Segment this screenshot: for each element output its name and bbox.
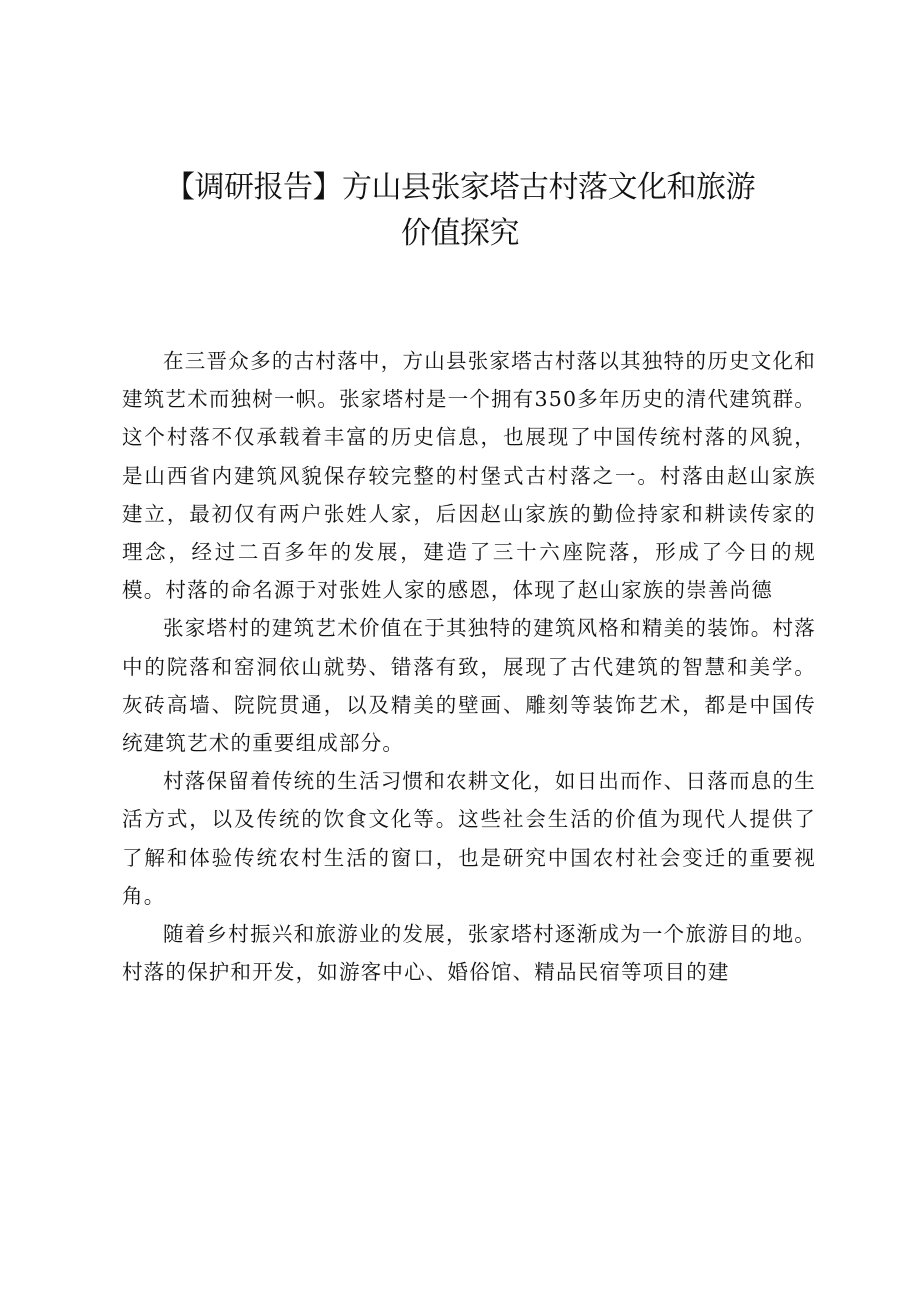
paragraph-1: 在三晋众多的古村落中，方山县张家塔古村落以其独特的历史文化和建筑艺术而独树一帜。张家塔村是一个拥有350多年历史的清代建筑群。这个村落不仅承载着丰富的历史信息，也展现了中国传统村落的风貌，是山西省内建筑风貌保存较完整的村堡式古村落之一。村落由赵山家族建立，最初仅有两户张姓人家，后因赵山家族的勤俭持家和耕读传家的理念，经过二百多年的发展，建造了三十六座院落，形成了今日的规模。村落的命名源于对张姓人家的感恩，体现了赵山家族的崇善尚德 xyxy=(122,349,816,603)
paragraph-4: 随着乡村振兴和旅游业的发展，张家塔村逐渐成为一个旅游目的地。村落的保护和开发，如游客中心、婚俗馆、精品民宿等项目的建 xyxy=(122,922,816,985)
title-line-1: 【调研报告】方山县张家塔古村落文化和旅游 xyxy=(165,170,755,205)
page-title xyxy=(110,165,810,257)
document-body xyxy=(122,342,816,991)
paragraph-3: 村落保留着传统的生活习惯和农耕文化，如日出而作、日落而息的生活方式，以及传统的饮食文化等。这些社会生活的价值为现代人提供了了解和体验传统农村生活的窗口，也是研究中国农村社会变迁的重要视角。 xyxy=(122,769,816,908)
paragraph-2: 张家塔村的建筑艺术价值在于其独特的建筑风格和精美的装饰。村落中的院落和窑洞依山就势、错落有致，展现了古代建筑的智慧和美学。灰砖高墙、院院贯通，以及精美的壁画、雕刻等装饰艺术，都是中国传统建筑艺术的重要组成部分。 xyxy=(122,616,816,756)
title-line-2: 价值探究 xyxy=(401,216,519,251)
